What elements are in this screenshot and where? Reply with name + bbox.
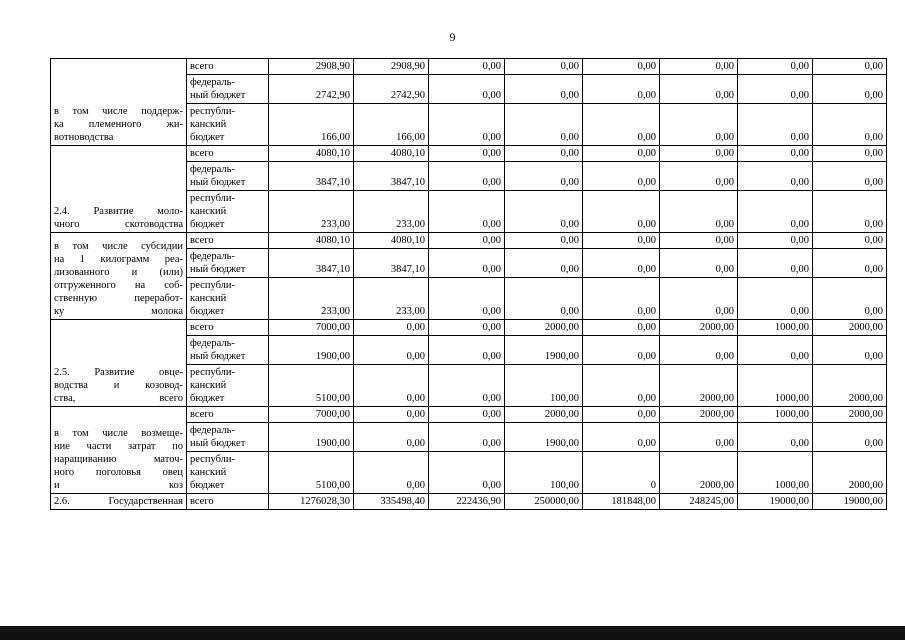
value-cell: 0,00 — [429, 146, 505, 162]
value-cell: 0,00 — [660, 75, 738, 104]
value-cell: 0,00 — [660, 249, 738, 278]
source-cell: федераль- ный бюджет — [187, 162, 269, 191]
value-cell: 0,00 — [583, 320, 660, 336]
value-cell: 2742,90 — [269, 75, 354, 104]
value-cell: 0,00 — [583, 407, 660, 423]
value-cell: 0,00 — [583, 233, 660, 249]
budget-table — [50, 58, 887, 510]
value-cell: 0,00 — [354, 365, 429, 407]
value-cell: 0,00 — [813, 336, 887, 365]
value-cell: 7000,00 — [269, 320, 354, 336]
value-cell: 0,00 — [813, 423, 887, 452]
value-cell: 2000,00 — [505, 407, 583, 423]
value-cell: 0,00 — [738, 162, 813, 191]
value-cell: 4080,10 — [269, 146, 354, 162]
value-cell: 248245,00 — [660, 494, 738, 510]
value-cell: 19000,00 — [738, 494, 813, 510]
value-cell: 0,00 — [738, 75, 813, 104]
item-cell: в том числе поддерж- ка племенного жи- вотноводства — [51, 59, 187, 146]
source-cell: республи- канский бюджет — [187, 278, 269, 320]
table-row — [51, 59, 887, 75]
source-cell: федераль- ный бюджет — [187, 423, 269, 452]
value-cell: 0,00 — [505, 59, 583, 75]
value-cell: 0,00 — [505, 146, 583, 162]
value-cell: 0,00 — [583, 423, 660, 452]
value-cell: 0,00 — [354, 407, 429, 423]
value-cell: 1000,00 — [738, 320, 813, 336]
value-cell: 3847,10 — [269, 162, 354, 191]
value-cell: 1000,00 — [738, 407, 813, 423]
value-cell: 0,00 — [660, 146, 738, 162]
source-cell: всего — [187, 59, 269, 75]
source-cell: республи- канский бюджет — [187, 104, 269, 146]
source-cell: всего — [187, 494, 269, 510]
value-cell: 0,00 — [429, 278, 505, 320]
value-cell: 0,00 — [583, 336, 660, 365]
source-cell: федераль- ный бюджет — [187, 336, 269, 365]
value-cell: 2000,00 — [813, 320, 887, 336]
value-cell: 233,00 — [269, 191, 354, 233]
value-cell: 0,00 — [738, 146, 813, 162]
value-cell: 0,00 — [505, 75, 583, 104]
value-cell: 0,00 — [738, 233, 813, 249]
value-cell: 166,00 — [269, 104, 354, 146]
table-row — [51, 320, 887, 336]
value-cell: 0,00 — [429, 249, 505, 278]
value-cell: 181848,00 — [583, 494, 660, 510]
item-cell: 2.5. Развитие овце- водства и козовод- ства, всего — [51, 320, 187, 407]
item-cell: 2.6. Государственная — [51, 494, 187, 510]
source-cell: всего — [187, 320, 269, 336]
value-cell: 0,00 — [429, 336, 505, 365]
value-cell: 0,00 — [429, 407, 505, 423]
value-cell: 19000,00 — [813, 494, 887, 510]
value-cell: 0,00 — [660, 233, 738, 249]
value-cell: 0,00 — [738, 249, 813, 278]
value-cell: 0,00 — [738, 104, 813, 146]
table-row — [51, 407, 887, 423]
value-cell: 0,00 — [813, 278, 887, 320]
value-cell: 7000,00 — [269, 407, 354, 423]
value-cell: 3847,10 — [269, 249, 354, 278]
value-cell: 0,00 — [813, 146, 887, 162]
table-row — [51, 494, 887, 510]
value-cell: 0,00 — [505, 191, 583, 233]
value-cell: 0,00 — [583, 59, 660, 75]
scan-bottom-edge — [0, 626, 905, 640]
value-cell: 0,00 — [583, 191, 660, 233]
value-cell: 0,00 — [429, 320, 505, 336]
value-cell: 2000,00 — [813, 407, 887, 423]
value-cell: 0,00 — [505, 162, 583, 191]
value-cell: 0,00 — [813, 104, 887, 146]
value-cell: 3847,10 — [354, 249, 429, 278]
value-cell: 0 — [583, 452, 660, 494]
value-cell: 4080,10 — [354, 233, 429, 249]
value-cell: 0,00 — [429, 59, 505, 75]
value-cell: 335498,40 — [354, 494, 429, 510]
value-cell: 1900,00 — [505, 336, 583, 365]
value-cell: 0,00 — [660, 59, 738, 75]
value-cell: 0,00 — [583, 162, 660, 191]
value-cell: 4080,10 — [269, 233, 354, 249]
source-cell: республи- канский бюджет — [187, 191, 269, 233]
source-cell: республи- канский бюджет — [187, 452, 269, 494]
value-cell: 250000,00 — [505, 494, 583, 510]
value-cell: 5100,00 — [269, 452, 354, 494]
value-cell: 222436,90 — [429, 494, 505, 510]
item-cell: в том числе субсидии на 1 килограмм реа- лизованного и (или) отгруженного на соб- ственную переработ- ку молока — [51, 233, 187, 320]
value-cell: 0,00 — [660, 336, 738, 365]
value-cell: 4080,10 — [354, 146, 429, 162]
value-cell: 0,00 — [813, 75, 887, 104]
value-cell: 0,00 — [660, 423, 738, 452]
value-cell: 2000,00 — [660, 320, 738, 336]
table-row — [51, 233, 887, 249]
value-cell: 0,00 — [738, 423, 813, 452]
value-cell: 0,00 — [813, 162, 887, 191]
value-cell: 0,00 — [813, 249, 887, 278]
value-cell: 0,00 — [738, 336, 813, 365]
value-cell: 2000,00 — [813, 365, 887, 407]
value-cell: 100,00 — [505, 452, 583, 494]
value-cell: 0,00 — [583, 146, 660, 162]
table-row — [51, 146, 887, 162]
value-cell: 0,00 — [813, 191, 887, 233]
value-cell: 0,00 — [813, 233, 887, 249]
value-cell: 1000,00 — [738, 365, 813, 407]
value-cell: 0,00 — [660, 104, 738, 146]
value-cell: 1900,00 — [269, 423, 354, 452]
value-cell: 5100,00 — [269, 365, 354, 407]
value-cell: 2742,90 — [354, 75, 429, 104]
source-cell: всего — [187, 407, 269, 423]
value-cell: 0,00 — [429, 191, 505, 233]
item-cell: в том числе возмеще- ние части затрат по наращиванию маточ- ного поголовья овец и коз — [51, 407, 187, 494]
value-cell: 0,00 — [505, 278, 583, 320]
value-cell: 0,00 — [813, 59, 887, 75]
value-cell: 0,00 — [429, 423, 505, 452]
value-cell: 3847,10 — [354, 162, 429, 191]
value-cell: 2000,00 — [505, 320, 583, 336]
source-cell: всего — [187, 146, 269, 162]
value-cell: 2908,90 — [269, 59, 354, 75]
value-cell: 0,00 — [354, 423, 429, 452]
value-cell: 0,00 — [505, 233, 583, 249]
value-cell: 1900,00 — [269, 336, 354, 365]
value-cell: 2000,00 — [813, 452, 887, 494]
value-cell: 0,00 — [354, 336, 429, 365]
page-number: 9 — [449, 30, 456, 44]
value-cell: 0,00 — [583, 365, 660, 407]
value-cell: 166,00 — [354, 104, 429, 146]
value-cell: 0,00 — [429, 365, 505, 407]
value-cell: 0,00 — [505, 104, 583, 146]
value-cell: 2000,00 — [660, 407, 738, 423]
value-cell: 100,00 — [505, 365, 583, 407]
value-cell: 0,00 — [583, 104, 660, 146]
value-cell: 0,00 — [583, 278, 660, 320]
value-cell: 0,00 — [429, 75, 505, 104]
value-cell: 0,00 — [660, 191, 738, 233]
value-cell: 0,00 — [583, 249, 660, 278]
value-cell: 233,00 — [354, 278, 429, 320]
value-cell: 0,00 — [505, 249, 583, 278]
value-cell: 0,00 — [738, 191, 813, 233]
value-cell: 0,00 — [429, 452, 505, 494]
value-cell: 0,00 — [429, 162, 505, 191]
value-cell: 0,00 — [738, 59, 813, 75]
value-cell: 1276028,30 — [269, 494, 354, 510]
value-cell: 0,00 — [429, 233, 505, 249]
value-cell: 2000,00 — [660, 452, 738, 494]
value-cell: 0,00 — [354, 320, 429, 336]
value-cell: 2908,90 — [354, 59, 429, 75]
value-cell: 2000,00 — [660, 365, 738, 407]
value-cell: 1900,00 — [505, 423, 583, 452]
value-cell: 1000,00 — [738, 452, 813, 494]
source-cell: федераль- ный бюджет — [187, 75, 269, 104]
item-cell: 2.4. Развитие моло- чного скотоводства — [51, 146, 187, 233]
source-cell: всего — [187, 233, 269, 249]
source-cell: республи- канский бюджет — [187, 365, 269, 407]
source-cell: федераль- ный бюджет — [187, 249, 269, 278]
value-cell: 0,00 — [738, 278, 813, 320]
value-cell: 233,00 — [354, 191, 429, 233]
value-cell: 0,00 — [660, 278, 738, 320]
value-cell: 0,00 — [354, 452, 429, 494]
value-cell: 233,00 — [269, 278, 354, 320]
value-cell: 0,00 — [583, 75, 660, 104]
value-cell: 0,00 — [660, 162, 738, 191]
value-cell: 0,00 — [429, 104, 505, 146]
